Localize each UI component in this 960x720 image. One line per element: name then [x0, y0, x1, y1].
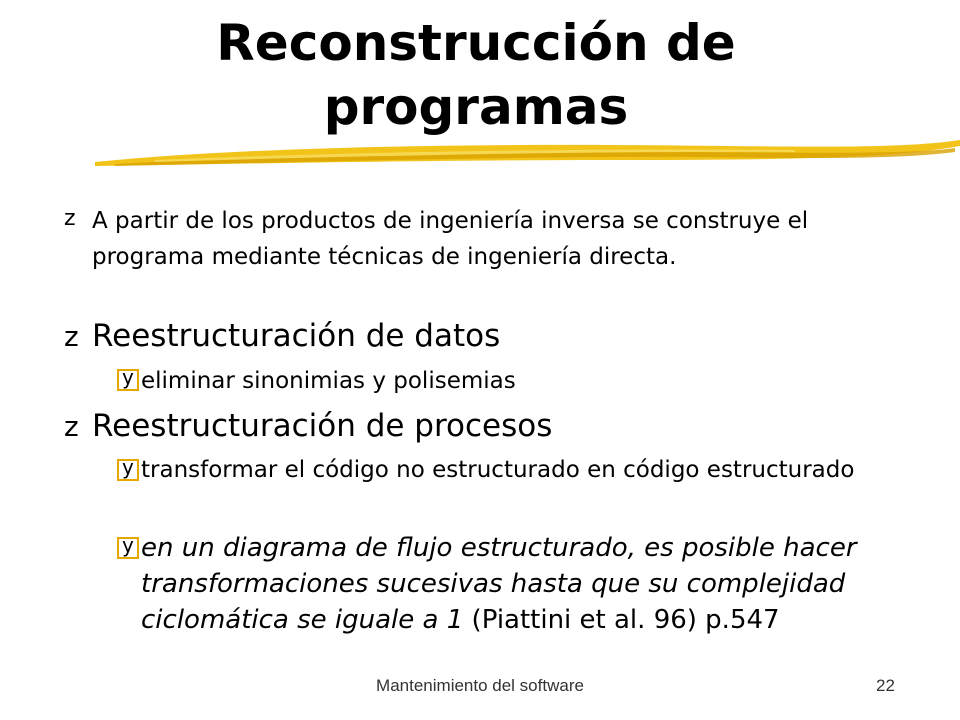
quote-italic-text: en un diagrama de flujo estructurado, es posible hacer transformaciones sucesivas hasta que su complejidad ciclomática se iguale a 1 — [141, 533, 857, 635]
bullet-heading-procesos: Reestructuración de procesos — [92, 408, 553, 444]
sub-bullet-text: transformar el código no estructurado en código estructurado — [141, 457, 855, 483]
bullet-text: A partir de los productos de ingeniería inversa se construye el programa mediante técnicas de ingeniería directa. — [92, 208, 809, 270]
slide-title-line1: Reconstrucción de — [216, 14, 736, 72]
bullet-heading-datos: Reestructuración de datos — [92, 318, 501, 354]
bullet-y-icon — [117, 459, 139, 481]
sub-bullet-text: eliminar sinonimias y polisemias — [141, 368, 516, 394]
title-underline-swoosh — [95, 136, 960, 178]
footer-label: Mantenimiento del software — [376, 676, 584, 695]
citation-text: (Piattini et al. 96) p.547 — [463, 605, 780, 635]
bullet-y-icon — [117, 537, 139, 559]
bullet-z-icon: z — [64, 206, 76, 231]
slide-title-line2: programas — [323, 78, 629, 136]
bullet-z-icon: z — [64, 320, 79, 353]
page-number: 22 — [876, 676, 895, 695]
bullet-z-icon: z — [64, 410, 79, 443]
bullet-y-icon — [117, 369, 139, 391]
sub-bullet-quote — [141, 530, 881, 638]
